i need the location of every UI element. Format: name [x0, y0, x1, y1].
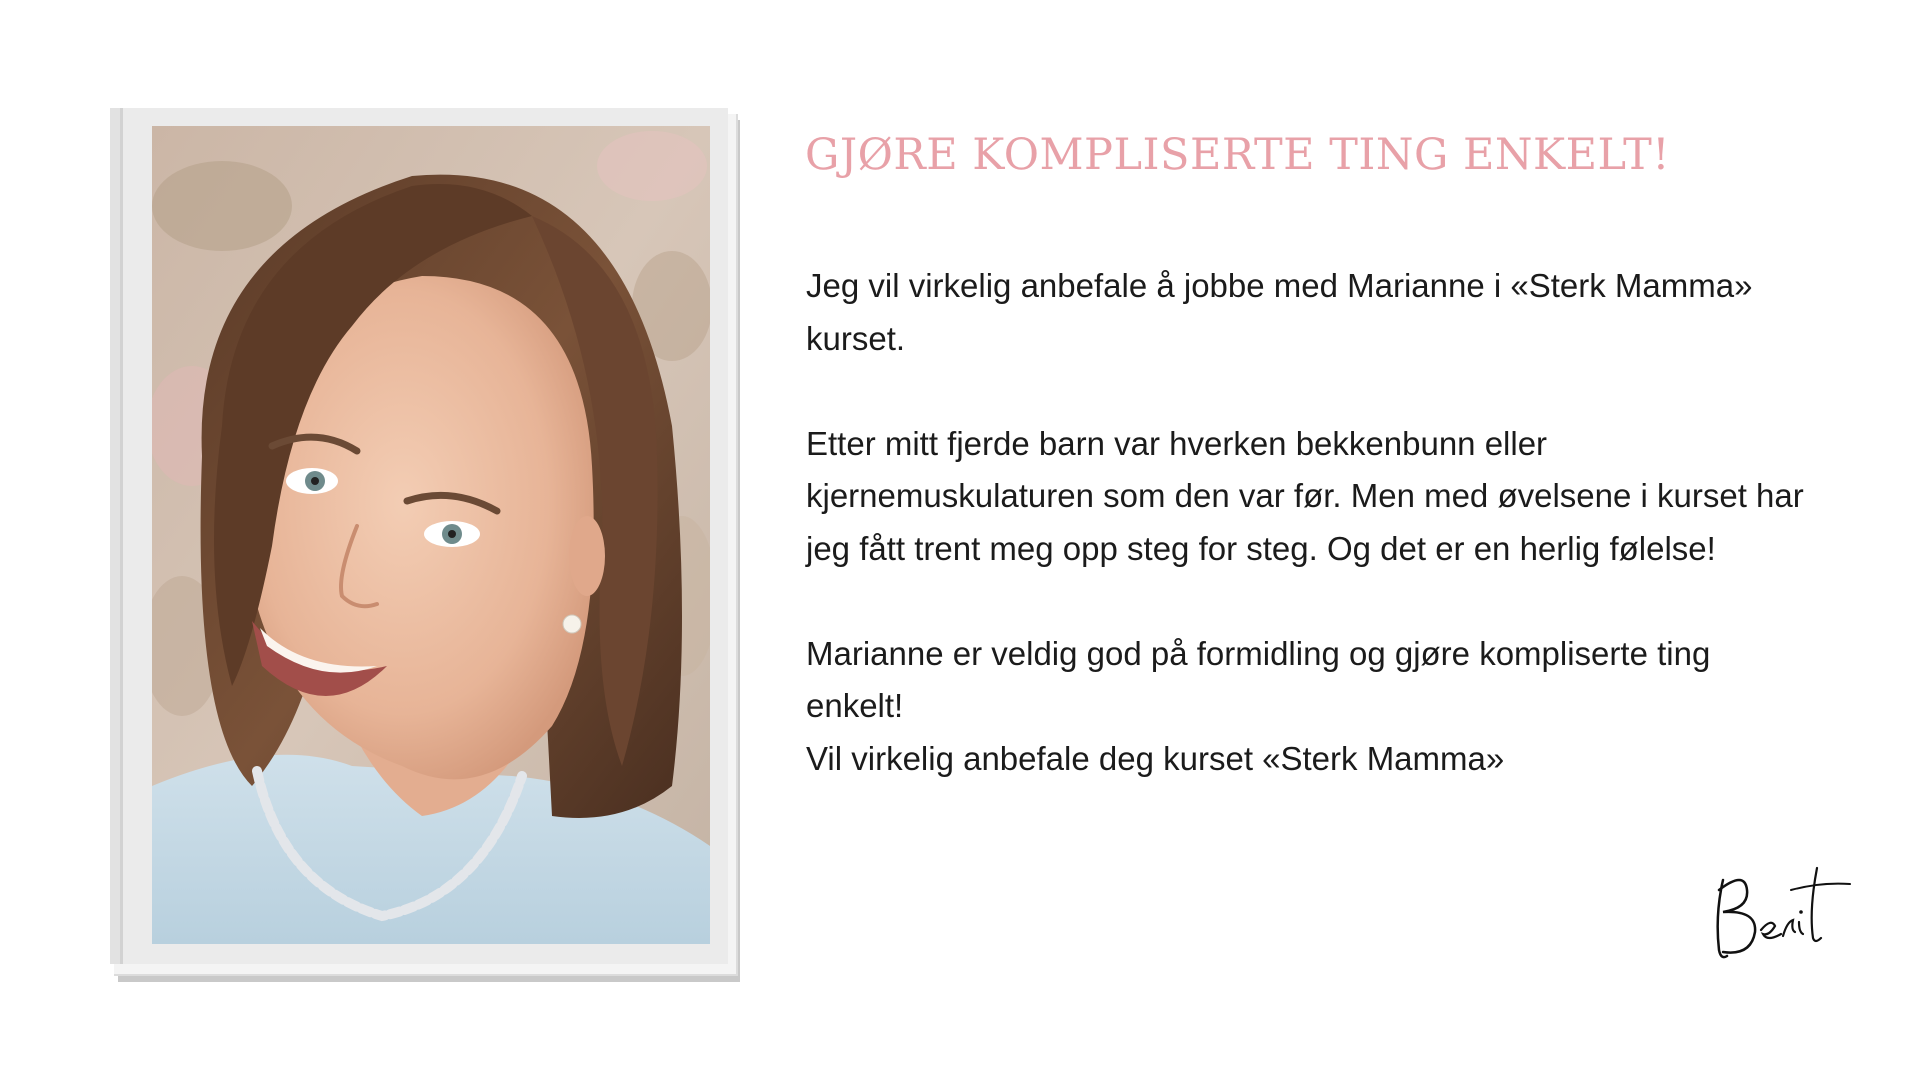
- testimonial-paragraph: Etter mitt fjerde barn var hverken bekkenbunn eller kjernemuskulaturen som den var før. Men med øvelsene i kurset har jeg fått trent meg opp steg for steg. Og det er en herlig følelse!: [806, 424, 1804, 567]
- testimonial-paragraph: Jeg vil virkelig anbefale å jobbe med Marianne i «Sterk Mamma» kurset.: [806, 267, 1753, 357]
- testimonial-paragraph: Marianne er veldig god på formidling og gjøre kompliserte ting enkelt!: [806, 634, 1711, 724]
- signature-handwriting: [1705, 860, 1855, 970]
- testimonial-body: [806, 260, 1816, 785]
- testimonial-heading: GJØRE KOMPLISERTE TING ENKELT!: [805, 130, 1671, 180]
- book-cover: [110, 108, 728, 964]
- signature: [1705, 860, 1855, 970]
- photo-book-frame: [110, 108, 736, 976]
- testimonial-paragraph: Vil virkelig anbefale deg kurset «Sterk Mamma»: [806, 739, 1505, 777]
- portrait-photo: [152, 126, 710, 944]
